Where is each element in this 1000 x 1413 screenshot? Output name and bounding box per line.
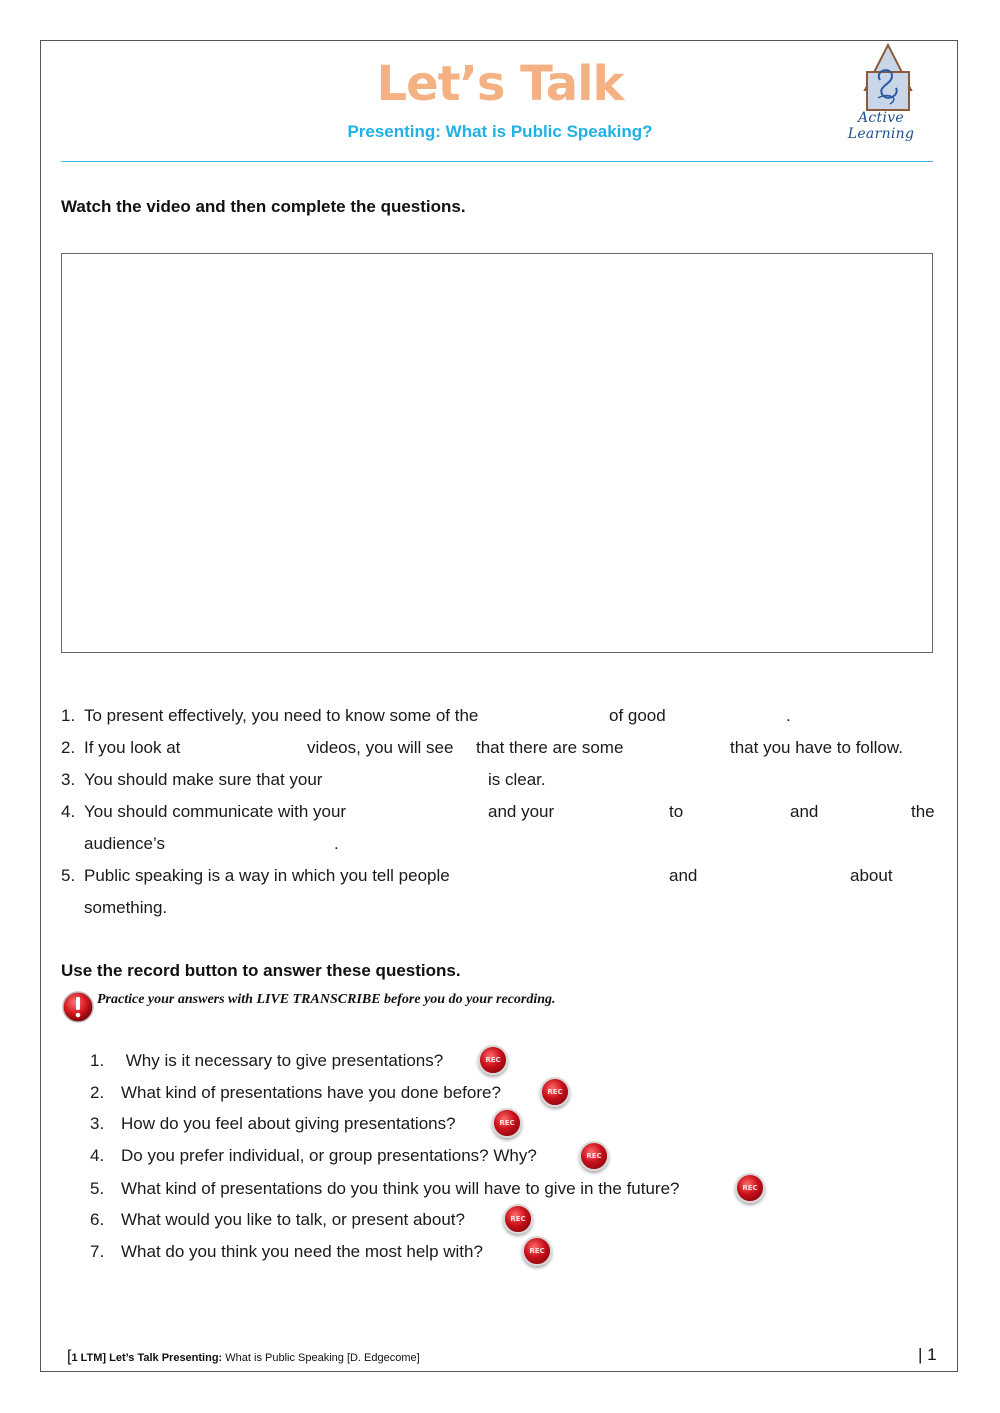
speaking-question-1-text: Why is it necessary to give presentations? xyxy=(121,1051,444,1070)
footer-citation xyxy=(67,1348,420,1366)
record-button-7[interactable]: REC xyxy=(522,1236,552,1266)
record-button-2[interactable]: REC xyxy=(540,1077,570,1107)
question-2-number: 2. xyxy=(61,738,76,757)
speaking-question-1 xyxy=(90,1051,443,1071)
record-button-1[interactable]: REC xyxy=(478,1045,508,1075)
exclamation-alert-icon xyxy=(61,990,95,1024)
q4-blank-5[interactable] xyxy=(180,834,334,858)
speaking-question-6-number: 6. xyxy=(90,1210,105,1229)
question-4-text-b: and your xyxy=(488,802,555,821)
speaking-question-3 xyxy=(90,1114,456,1134)
question-4-text-g: . xyxy=(334,834,339,853)
question-4-number: 4. xyxy=(61,802,76,821)
record-button-6[interactable]: REC xyxy=(503,1204,533,1234)
q5-blank-1[interactable] xyxy=(488,866,668,890)
question-1-text-a: To present effectively, you need to know some of the xyxy=(84,706,479,725)
speaking-question-5-number: 5. xyxy=(90,1179,105,1198)
speaking-question-4-number: 4. xyxy=(90,1146,105,1165)
record-instruction: Use the record button to answer these questions. xyxy=(61,961,461,980)
question-4-text-d: and xyxy=(790,802,819,821)
q2-blank-2[interactable] xyxy=(640,738,730,762)
q1-blank-1[interactable] xyxy=(520,706,608,730)
record-button-5[interactable]: REC xyxy=(735,1173,765,1203)
speaking-question-3-number: 3. xyxy=(90,1114,105,1133)
page-number: | 1 xyxy=(918,1345,937,1364)
question-2-text-b: videos, you will see xyxy=(307,738,454,757)
question-2-text-c: that there are some xyxy=(476,738,624,757)
speaking-question-3-text: How do you feel about giving presentations? xyxy=(121,1114,456,1133)
video-instruction: Watch the video and then complete the questions. xyxy=(61,197,466,216)
video-embed-area[interactable] xyxy=(61,253,933,653)
question-4-text-f: audience’s xyxy=(84,834,165,853)
q4-blank-2[interactable] xyxy=(566,802,668,826)
question-3-text-b: is clear. xyxy=(488,770,546,789)
q4-blank-1[interactable] xyxy=(376,802,488,826)
question-5-text-c: about xyxy=(850,866,893,885)
speaking-question-1-number: 1. xyxy=(90,1051,105,1070)
speaking-question-7-text: What do you think you need the most help with? xyxy=(121,1242,483,1261)
q3-blank-1[interactable] xyxy=(350,770,488,794)
speaking-question-6-text: What would you like to talk, or present about? xyxy=(121,1210,465,1229)
q5-blank-2[interactable] xyxy=(706,866,850,890)
question-2-text-d: that you have to follow. xyxy=(730,738,903,757)
speaking-question-7-number: 7. xyxy=(90,1242,105,1261)
q4-blank-4[interactable] xyxy=(824,802,912,826)
record-button-4[interactable]: REC xyxy=(579,1141,609,1171)
logo-text: Active Learning xyxy=(847,110,915,142)
question-3-number: 3. xyxy=(61,770,76,789)
footer-rest: What is Public Speaking [D. Edgecome] xyxy=(222,1352,420,1364)
speaking-question-4 xyxy=(90,1146,537,1166)
q2-blank-1[interactable] xyxy=(194,738,306,762)
question-1-text-b: of good xyxy=(609,706,666,725)
question-5-number: 5. xyxy=(61,866,76,885)
question-4-text-a: You should communicate with your xyxy=(84,802,347,821)
speaking-question-5-text: What kind of presentations do you think you will have to give in the future? xyxy=(121,1179,680,1198)
q1-blank-2[interactable] xyxy=(676,706,788,730)
question-4-text-e: the xyxy=(911,802,935,821)
question-1-number: 1. xyxy=(61,706,76,725)
question-5-text-b: and xyxy=(669,866,698,885)
footer-bracket: [ xyxy=(67,1348,72,1365)
live-transcribe-notice: Practice your answers with LIVE TRANSCRIBE before you do your recording. xyxy=(97,992,556,1007)
question-4-text-c: to xyxy=(669,802,684,821)
question-2-text-a: If you look at xyxy=(84,738,181,757)
question-5-text-d: something. xyxy=(84,898,168,917)
question-5-text-a: Public speaking is a way in which you tell people xyxy=(84,866,450,885)
footer-code: 1 LTM] Let’s Talk Presenting: xyxy=(71,1352,223,1364)
question-1-text-c: . xyxy=(786,706,791,725)
speaking-question-2 xyxy=(90,1083,501,1103)
speaking-question-2-number: 2. xyxy=(90,1083,105,1102)
question-3-text-a: You should make sure that your xyxy=(84,770,323,789)
page-subtitle: Presenting: What is Public Speaking? xyxy=(347,122,653,141)
speaking-question-7 xyxy=(90,1242,483,1262)
speaking-question-4-text: Do you prefer individual, or group presentations? Why? xyxy=(121,1146,537,1165)
page-title: Let’s Talk xyxy=(376,56,624,112)
speaking-question-5 xyxy=(90,1179,680,1199)
record-button-3[interactable]: REC xyxy=(492,1108,522,1138)
speaking-question-2-text: What kind of presentations have you done before? xyxy=(121,1083,501,1102)
header-divider xyxy=(61,161,933,162)
speaking-question-6 xyxy=(90,1210,465,1230)
q4-blank-3[interactable] xyxy=(690,802,790,826)
